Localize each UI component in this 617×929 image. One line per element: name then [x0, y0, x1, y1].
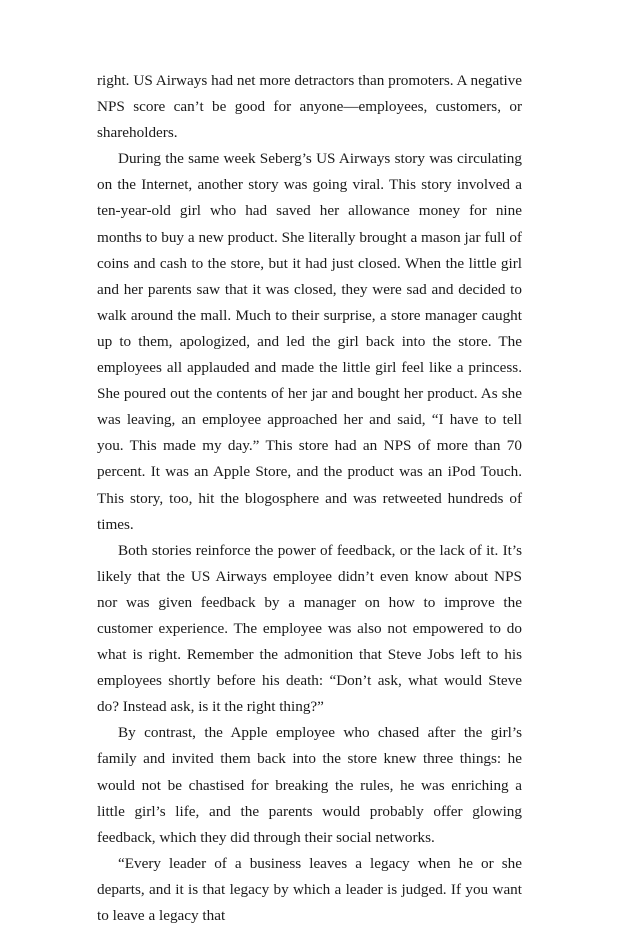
paragraph-continued: right. US Airways had net more detractors than promoters. A negative NPS score can’t be good for anyone—employees, customers, or shareholders. — [97, 72, 522, 142]
paragraph-apple-story: During the same week Seberg’s US Airways story was circulating on the Internet, another story was going viral. This story involved a ten-year-old girl who had saved her allowance money for nine months to buy a new product. She literally brought a mason jar full of coins and cash to the store, but it had just closed. When the little girl and her parents saw that it was closed, they were sad and decided to walk around the mall. Much to their surprise, a store manager caught up to them, apologized, and led the girl back into the store. The employees all applauded and made the little girl feel like a princess. She poured out the contents of her jar and bought her product. As she was leaving, an employee approached her and said, “I have to tell you. This made my day.” This store had an NPS of more than 70 percent. It was an Apple Store, and the product was an iPod Touch. This story, too, hit the blogosphere and was retweeted hundreds of times. — [97, 150, 522, 533]
paragraph-contrast: By contrast, the Apple employee who chased after the girl’s family and invited them back into the store knew three things: he would not be chastised for breaking the rules, he was enriching a little girl’s life, and the parents would probably offer glowing feedback, which they did through their social networks. — [97, 724, 522, 846]
paragraph-legacy-quote: “Every leader of a business leaves a legacy when he or she departs, and it is that legacy by which a leader is judged. If you want to leave a legacy that — [97, 854, 522, 924]
paragraph-feedback: Both stories reinforce the power of feedback, or the lack of it. It’s likely that the US Airways employee didn’t even know about NPS nor was given feedback by a manager on how to improve the customer experience. The employee was also not empowered to do what is right. Remember the admonition that Steve Jobs left to his employees shortly before his death: “Don’t ask, what would Steve do? Instead ask, is it the right thing?” — [97, 541, 522, 716]
